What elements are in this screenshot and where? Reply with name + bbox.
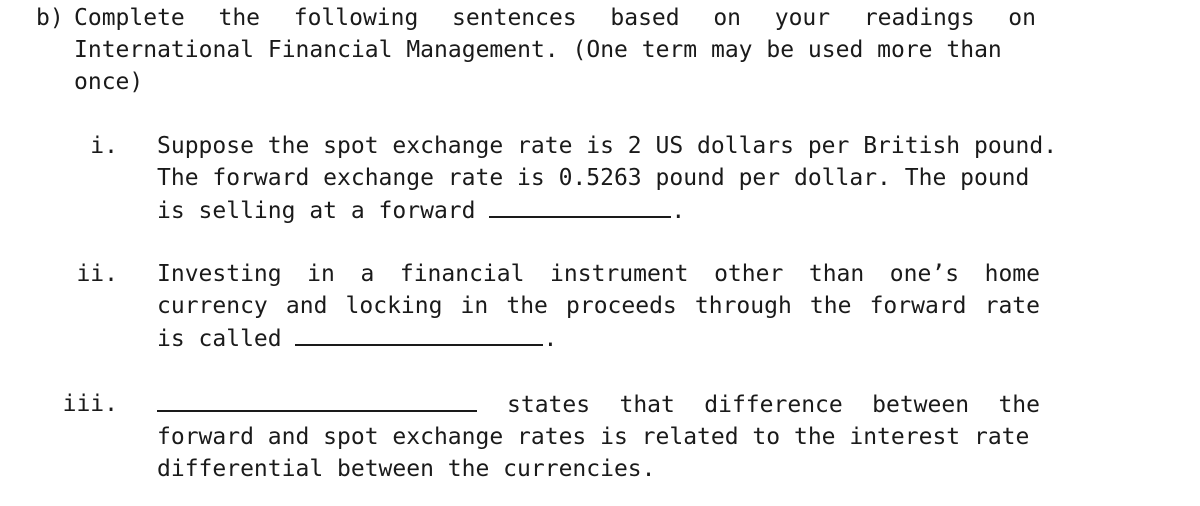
question-number: i. xyxy=(90,133,118,159)
instructions-line-1: Complete the following sentences based on your readings on xyxy=(74,5,1036,31)
question-text-line: Investing in a financial instrument other than one’s home xyxy=(157,261,1040,287)
instructions xyxy=(36,2,1036,98)
question-text-line: is called xyxy=(157,326,282,352)
period: . xyxy=(671,198,686,224)
question-3 xyxy=(0,388,1040,485)
question-text-line: is selling at a forward xyxy=(157,198,476,224)
part-label: b) xyxy=(36,5,64,31)
question-2 xyxy=(0,258,1040,355)
question-text-line: Suppose the spot exchange rate is 2 US dollars per British pound. xyxy=(157,133,1058,159)
instructions-line-2: International Financial Management. (One term may be used more than xyxy=(74,37,1002,63)
question-text-line: The forward exchange rate is 0.5263 pound per dollar. The pound xyxy=(157,165,1030,191)
question-text-line: forward and spot exchange rates is related to the interest rate xyxy=(157,424,1030,450)
period: . xyxy=(543,326,558,352)
answer-blank[interactable] xyxy=(295,322,543,346)
question-text-line: differential between the currencies. xyxy=(157,456,656,482)
question-text-line: states that difference between the xyxy=(507,392,1040,418)
answer-blank[interactable] xyxy=(157,388,477,412)
question-number: iii. xyxy=(62,391,118,417)
question-number: ii. xyxy=(76,261,118,287)
question-text-line: currency and locking in the proceeds through the forward rate xyxy=(157,293,1040,319)
question-1 xyxy=(0,130,1058,227)
instructions-line-3: once) xyxy=(74,69,144,95)
answer-blank[interactable] xyxy=(489,194,671,218)
